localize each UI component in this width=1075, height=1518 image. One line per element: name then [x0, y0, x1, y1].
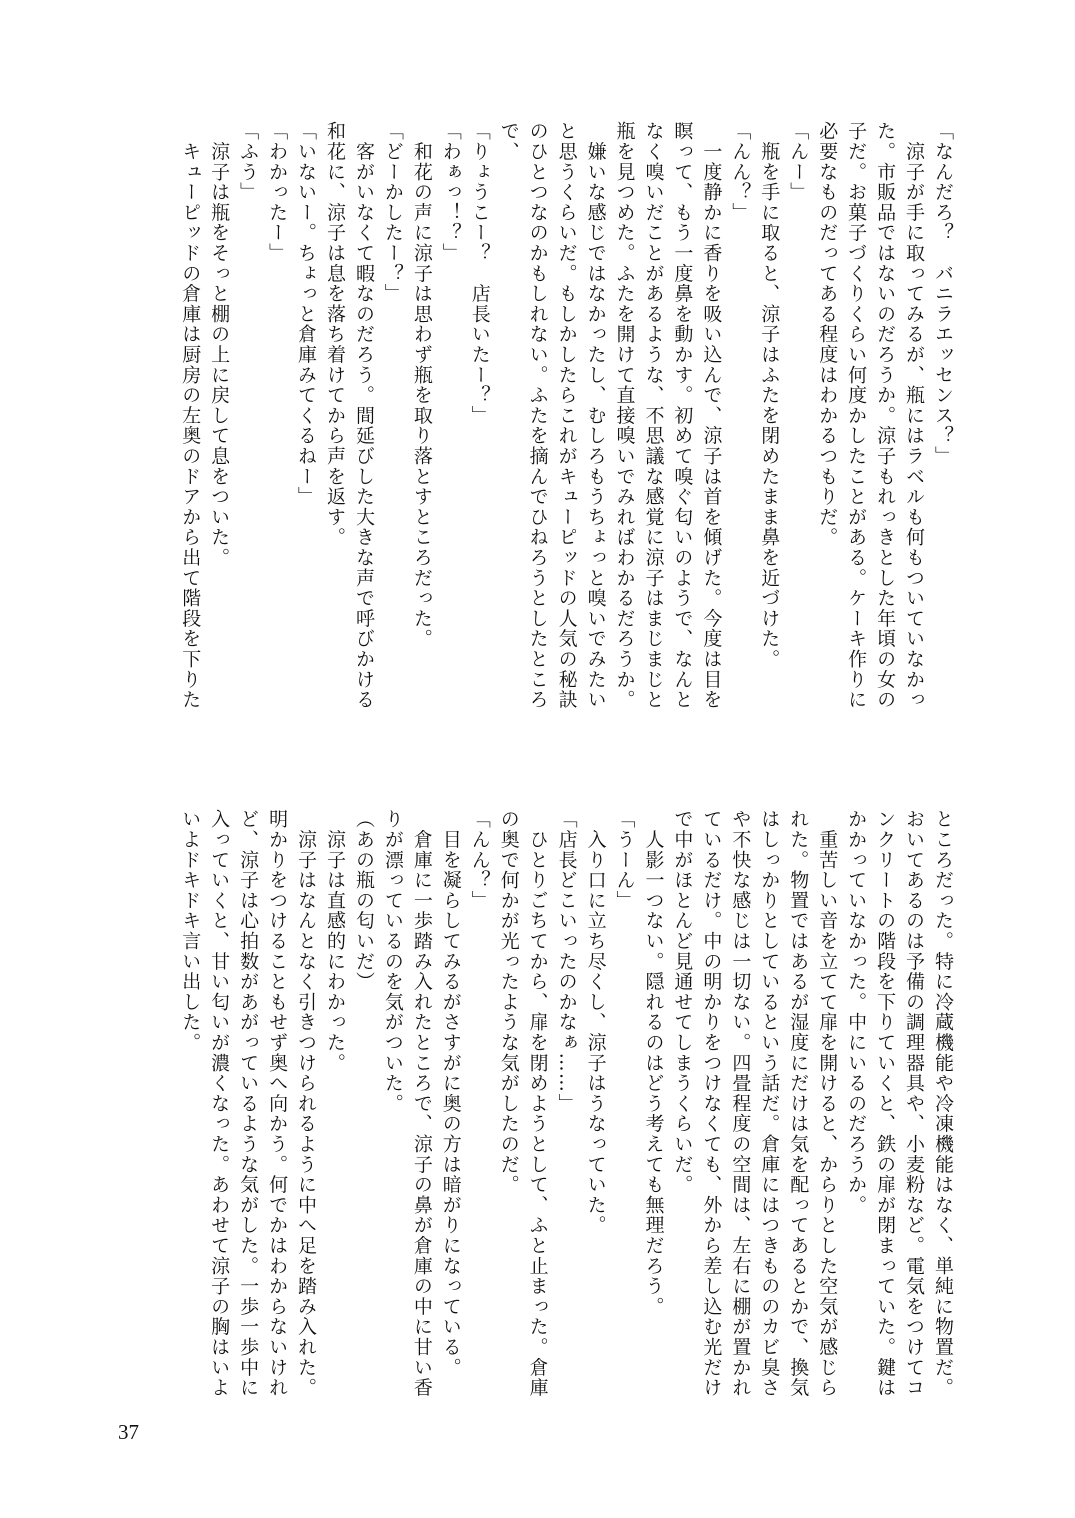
text-column: 「わぁっ！？」 — [439, 121, 462, 264]
text-block-top — [175, 121, 957, 710]
text-column: た。市販品ではないのだろうか。涼子もれっきとした年頃の女の — [874, 121, 897, 710]
text-column: 涼子は瓶をそっと棚の上に戻して息をついた。 — [208, 121, 231, 568]
text-column: 和花の声に涼子は思わず瓶を取り落とすところだった。 — [410, 121, 433, 649]
text-column: おいてあるのは予備の調理器具や、小麦粉など。電気をつけてコ — [903, 809, 926, 1398]
text-block-bottom — [175, 809, 957, 1398]
text-column: ンクリートの階段を下りていくと、鉄の扉が閉まっていた。鍵は — [874, 809, 897, 1398]
text-column: かかっていなかった。中にいるのだろうか。 — [845, 809, 868, 1215]
text-column: の奥で何かが光ったような気がしたのだ。 — [497, 809, 520, 1195]
text-column: 「どーかしたー？」 — [381, 121, 404, 304]
text-column: や不快な感じは一切ない。四畳程度の空間は、左右に棚が置かれ — [729, 809, 752, 1398]
text-column: 瓶を見つめた。ふたを開けて直接嗅いでみればわかるだろうか。 — [613, 121, 636, 710]
text-column: 必要なものだってある程度はわかるつもりだ。 — [816, 121, 839, 548]
text-column: 「ふう」 — [237, 121, 260, 203]
text-column: で、 — [497, 121, 520, 162]
text-column: ところだった。特に冷蔵機能や冷凍機能はなく、単純に物置だ。 — [932, 809, 954, 1398]
text-column: りが漂っているのを気がついた。 — [381, 809, 404, 1114]
text-column: 瓶を手に取ると、涼子はふたを閉めたまま鼻を近づけた。 — [758, 121, 781, 670]
text-column: 「わかったー」 — [266, 121, 289, 264]
text-column: いよドキドキ言い出した。 — [179, 809, 202, 1053]
text-column: 重苦しい音を立てて扉を開けると、からりとした空気が感じら — [816, 809, 839, 1398]
page-number: 37 — [118, 1420, 139, 1444]
text-column: 客がいなくて暇なのだろう。間延びした大きな声で呼びかける — [352, 121, 375, 710]
text-column: はしっかりとしているという話だ。倉庫にはつきもののカビ臭さ — [758, 809, 781, 1398]
text-column: 和花に、涼子は息を落ち着けてから声を返す。 — [323, 121, 346, 548]
text-column: 「うーん」 — [613, 809, 636, 911]
text-column: 入り口に立ち尽くし、涼子はうなっていた。 — [584, 809, 607, 1236]
text-column: 「いないー。ちょっと倉庫みてくるねー」 — [295, 121, 318, 507]
text-column: と思うくらいだ。もしかしたらこれがキューピッドの人気の秘訣 — [555, 121, 578, 710]
text-column: 入っていくと、甘い匂いが濃くなった。あわせて涼子の胸はいよ — [208, 809, 231, 1398]
text-column: 明かりをつけることもせず奥へ向かう。何でかはわからないけれ — [266, 809, 289, 1398]
text-column: 「店長どこいったのかなぁ……」 — [555, 809, 578, 1114]
text-column: ど、涼子は心拍数があがっているような気がした。一歩一歩中に — [237, 809, 260, 1398]
text-column: 倉庫に一歩踏み入れたところで、涼子の鼻が倉庫の中に甘い香 — [410, 809, 433, 1398]
text-column: 涼子は直感的にわかった。 — [323, 809, 346, 1073]
text-column: 「んん？」 — [729, 121, 752, 223]
text-column: 人影一つない。隠れるのはどう考えても無理だろう。 — [642, 809, 665, 1317]
text-column: 嫌いな感じではなかったし、むしろもうちょっと嗅いでみたい — [584, 121, 607, 710]
text-column: キューピッドの倉庫は厨房の左奥のドアから出て階段を下りた — [179, 121, 202, 710]
text-column: なく嗅いだことがあるような、不思議な感覚に涼子はまじまじと — [642, 121, 665, 710]
text-column: 子だ。お菓子づくりくらい何度かしたことがある。ケーキ作りに — [845, 121, 868, 710]
text-column: のひとつなのかもしれない。ふたを摘んでひねろうとしたところ — [526, 121, 549, 710]
text-column: れた。物置ではあるが湿度にだけは気を配ってあるとかで、換気 — [787, 809, 810, 1398]
text-column: 「んん？」 — [468, 809, 491, 911]
text-column: 目を凝らしてみるがさすがに奥の方は暗がりになっている。 — [439, 809, 462, 1378]
text-column: ているだけ。中の明かりをつけなくても、外から差し込む光だけ — [700, 809, 723, 1398]
text-column: ひとりごちてから、扉を閉めようとして、ふと止まった。倉庫 — [526, 809, 549, 1398]
text-column: 涼子が手に取ってみるが、瓶にはラベルも何もついていなかっ — [903, 121, 926, 710]
text-column: 「なんだろ？ バニラエッセンス？」 — [932, 121, 954, 467]
text-column: 涼子はなんとなく引きつけられるように中へ足を踏み入れた。 — [295, 809, 318, 1398]
text-column: 「りょうこー？ 店長いたー？」 — [468, 121, 491, 426]
text-column: 「んー」 — [787, 121, 810, 203]
text-column: で中がほとんど見通せてしまうくらいだ。 — [671, 809, 694, 1195]
text-column: （あの瓶の匂いだ） — [352, 809, 375, 992]
text-column: 一度静かに香りを吸い込んで、涼子は首を傾げた。今度は目を — [700, 121, 723, 710]
text-column: 瞑って、もう一度鼻を動かす。初めて嗅ぐ匂いのようで、なんと — [671, 121, 694, 710]
